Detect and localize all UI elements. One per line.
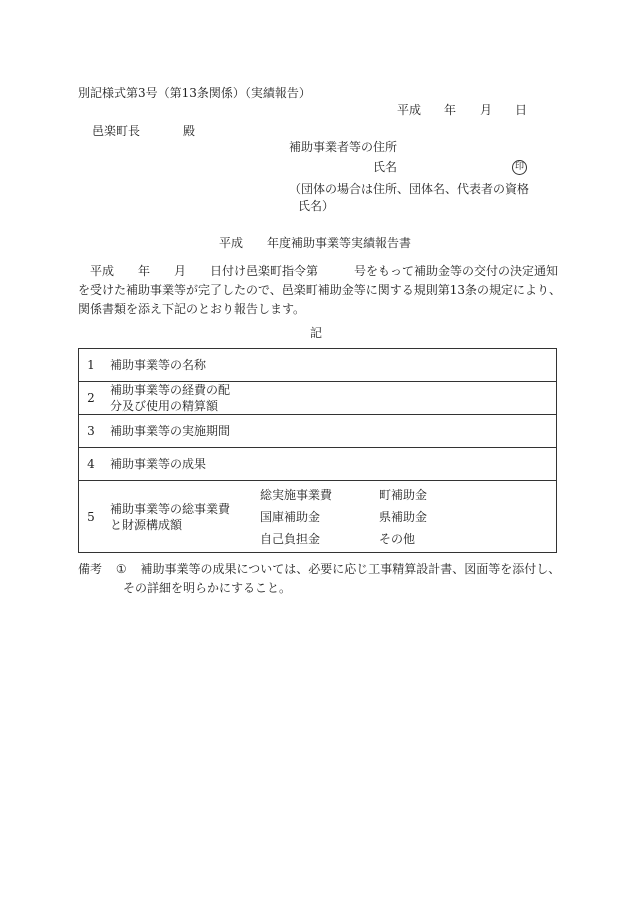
seal-mark: 印 <box>512 160 527 175</box>
report-body-line2: を受けた補助事業等が完了したので、邑楽町補助金等に関する規則第13条の規定により、 <box>78 283 562 297</box>
item-label-line1: 補助事業等の経費の配 <box>110 383 231 397</box>
item-label-line1: 補助事業等の総事業費 <box>110 501 231 516</box>
item-number: 1 <box>79 349 104 382</box>
applicant-address-label: 補助事業者等の住所 <box>289 140 398 154</box>
items-table <box>78 348 557 553</box>
report-title: 年度補助事業等実績報告書 <box>267 236 412 250</box>
report-body <box>78 262 562 319</box>
applicant-note-line1: （団体の場合は住所、団体名、代表者の資格 <box>289 182 530 196</box>
item-number: 4 <box>79 448 104 481</box>
funding-town: 町補助金 <box>379 487 428 502</box>
item-label-text <box>110 501 258 533</box>
report-body-line1: 平成 年 月 日付け邑楽町指令第 号をもって補助金等の交付の決定通知 <box>90 264 559 278</box>
remarks-line2: その詳細を明らかにすること。 <box>123 581 292 595</box>
applicant-name-label: 氏名 <box>373 160 398 174</box>
item-label <box>103 481 557 553</box>
report-body-line3: 関係書類を添え下記のとおり報告します。 <box>78 302 306 316</box>
remarks-line1: 補助事業等の成果については、必要に応じ工事精算設計書、図面等を添付し、 <box>140 562 561 576</box>
item-row-1 <box>79 349 557 382</box>
funding-total: 総実施事業費 <box>260 487 333 502</box>
remarks-label: 備考 <box>78 562 103 576</box>
date-day: 日 <box>515 103 528 117</box>
honorific: 殿 <box>183 124 196 138</box>
item-row-4 <box>79 448 557 481</box>
item-number: 5 <box>79 481 104 553</box>
date-month: 月 <box>480 103 493 117</box>
item-label: 補助事業等の成果 <box>103 448 557 481</box>
funding-other: その他 <box>379 531 416 546</box>
item-label: 補助事業等の名称 <box>103 349 557 382</box>
item-row-3 <box>79 415 557 448</box>
item-label <box>103 382 557 415</box>
funding-breakdown <box>260 489 469 545</box>
item-row-2 <box>79 382 557 415</box>
item-row-5 <box>79 481 557 553</box>
date-era: 平成 <box>397 103 422 117</box>
date-year: 年 <box>444 103 457 117</box>
item-label-line2: と財源構成額 <box>110 517 183 532</box>
ki-mark: 記 <box>310 326 323 340</box>
remarks-mark: ① <box>115 562 127 576</box>
item-label-line2: 分及び使用の精算額 <box>110 399 219 413</box>
report-title-era: 平成 <box>219 236 244 250</box>
item-number: 3 <box>79 415 104 448</box>
remarks <box>78 560 560 579</box>
item-label: 補助事業等の実施期間 <box>103 415 557 448</box>
funding-prefecture: 県補助金 <box>379 509 428 524</box>
funding-national: 国庫補助金 <box>260 509 321 524</box>
item-number: 2 <box>79 382 104 415</box>
form-title: 別記様式第3号（第13条関係）（実績報告） <box>78 86 311 100</box>
addressee: 邑楽町長 <box>92 124 141 138</box>
applicant-note-line2: 氏名） <box>298 199 335 213</box>
funding-self: 自己負担金 <box>260 531 321 546</box>
